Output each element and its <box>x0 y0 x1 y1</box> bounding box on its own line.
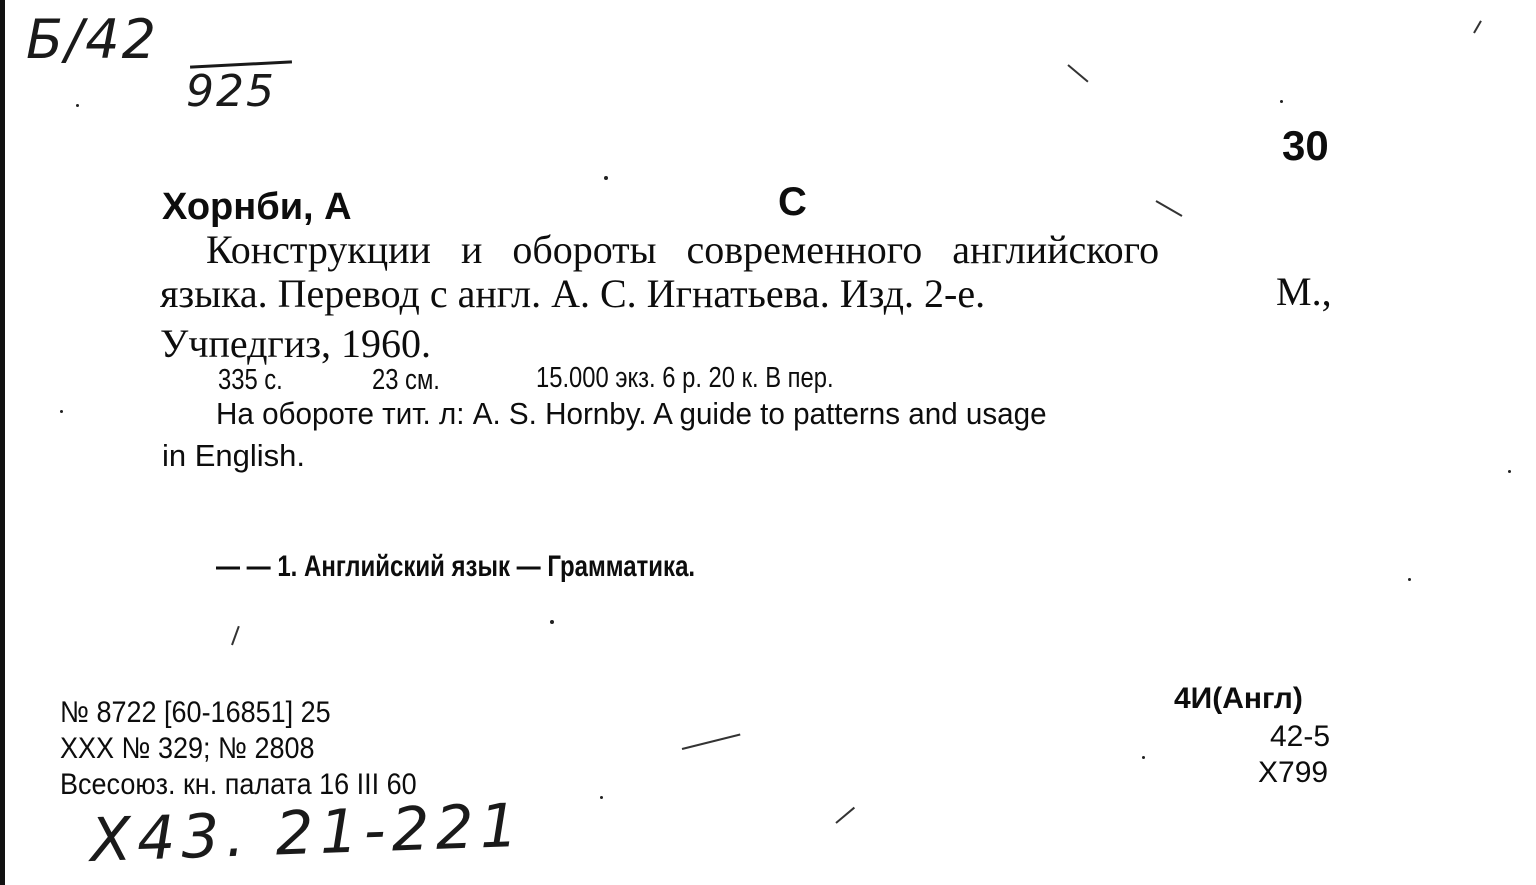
registry-line-2: XXX № 329; № 2808 <box>60 732 315 765</box>
author-mark: Х799 <box>1258 756 1329 789</box>
collation-size: 23 см. <box>372 364 440 396</box>
title-line-2: языка. Перевод с англ. А. С. Игнатьева. Изд. 2-е. <box>160 271 986 316</box>
stray-mark <box>231 626 240 645</box>
card-number: 30 <box>1282 122 1329 169</box>
card-left-edge <box>0 0 5 885</box>
note-line-2: in English. <box>162 438 306 473</box>
classification-number: 42-5 <box>1270 720 1331 753</box>
handwritten-call-number-top: Б/42 <box>26 8 158 71</box>
stray-mark <box>835 807 855 824</box>
scan-speck <box>60 410 63 413</box>
author-heading: Хорнби, А <box>162 186 352 228</box>
collation-edition: 15.000 экз. 6 р. 20 к. В пер. <box>536 362 834 394</box>
stray-mark <box>1473 20 1482 33</box>
scan-speck <box>1280 100 1283 103</box>
title-line-2-end: М., <box>1276 269 1332 314</box>
scan-speck <box>600 796 603 799</box>
scan-speck <box>1408 578 1411 581</box>
subject-heading: — — 1. Английский язык — Грамматика. <box>216 550 696 583</box>
note-line-1: На обороте тит. л: A. S. Hornby. A guide to patterns and usage <box>216 396 1047 431</box>
scan-speck <box>604 176 608 180</box>
scan-speck <box>550 620 554 624</box>
author-letter: С <box>778 180 807 224</box>
title-line-1: Конструкции и обороты современного английского <box>206 227 1160 272</box>
classification-index: 4И(Англ) <box>1174 682 1303 715</box>
stray-mark <box>1067 64 1088 82</box>
handwritten-call-number-bottom: 925 <box>186 66 276 117</box>
registry-line-1: № 8722 [60-16851] 25 <box>60 696 331 729</box>
collation-pages: 335 с. <box>218 364 283 396</box>
scan-speck <box>1508 470 1511 473</box>
stray-mark <box>1156 200 1183 217</box>
scan-speck <box>1142 756 1145 759</box>
title-line-3: Учпедгиз, 1960. <box>160 321 432 366</box>
handwritten-bottom-note: Х43. 21-221 <box>88 790 526 876</box>
scan-speck <box>76 104 79 107</box>
stray-mark <box>682 734 741 750</box>
registry-line-3: Всесоюз. кн. палата 16 III 60 <box>60 768 417 801</box>
